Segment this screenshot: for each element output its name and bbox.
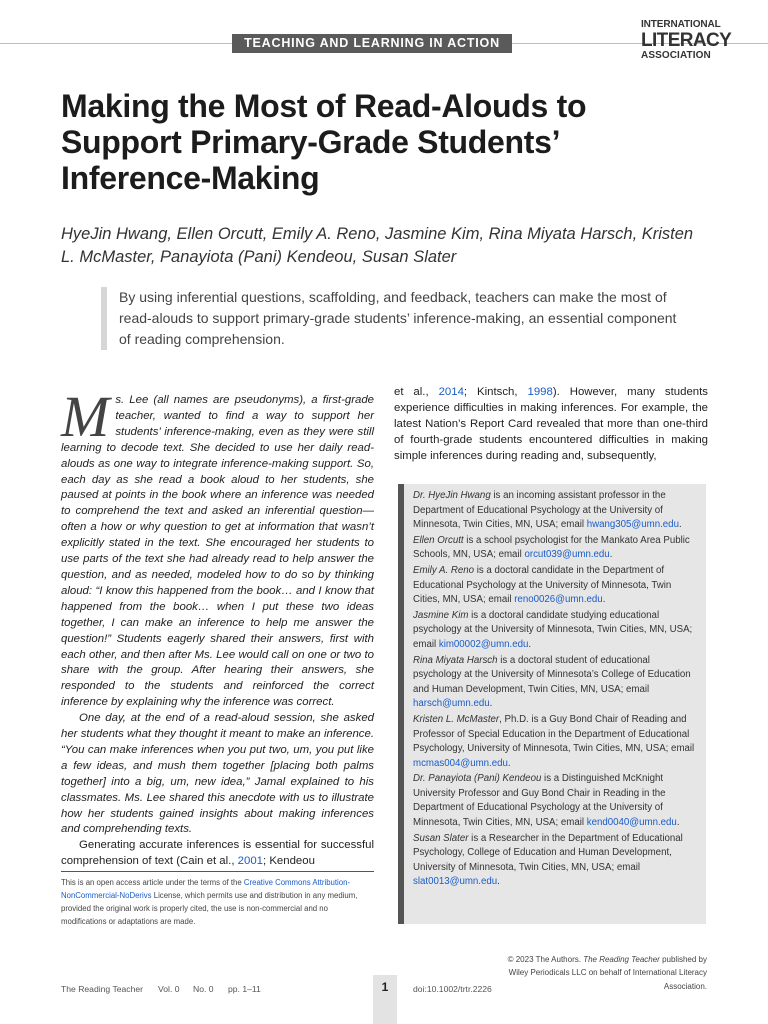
footer-doi: doi:10.1002/trtr.2226 xyxy=(413,984,492,994)
bio-text: is a school psychologist for the Mankato Area Public Schools, MN, USA; email xyxy=(413,534,690,561)
citation-link[interactable]: 1998 xyxy=(527,386,553,398)
opening-paragraph xyxy=(61,384,374,711)
email-link[interactable]: reno0026@umn.edu xyxy=(514,594,603,606)
author-bio xyxy=(413,713,700,771)
abstract-pullquote: By using inferential questions, scaffolding, and feedback, teachers can make the most of read-alouds to support primary-grade students’ inference-making, an essential component of reading comprehension. xyxy=(101,287,679,350)
copyright-notice xyxy=(488,953,707,993)
copyright-text: © 2023 The Authors. xyxy=(507,955,584,964)
page-number: 1 xyxy=(373,975,397,1024)
bio-end: . xyxy=(602,594,606,606)
body-column-right xyxy=(394,385,708,465)
footer-journal: The Reading Teacher xyxy=(61,984,144,994)
license-footnote xyxy=(61,876,374,928)
email-link[interactable]: slat0013@umn.edu xyxy=(413,876,498,888)
email-link[interactable]: hwang305@umn.edu xyxy=(586,519,679,531)
body-text: ). However, many students experience difficulties in making inferences. For example, the latest Nation’s Report Card revealed that more than one-third of fourth-grade students encountered difficulties in making simple inferences during reading and, subsequently, xyxy=(394,386,708,462)
footer-pages: pp. 1–11 xyxy=(228,984,261,994)
email-link[interactable]: kim00002@umn.edu xyxy=(438,638,529,650)
journal-name: The Reading Teacher xyxy=(583,955,660,964)
email-link[interactable]: kend0040@umn.edu xyxy=(586,817,677,829)
bio-end: . xyxy=(609,549,613,561)
ila-logo xyxy=(641,19,732,61)
bio-text: is a doctoral candidate in the Department of Educational Psychology at the University of Minnesota, Twin Cities, MN, USA; email xyxy=(413,564,672,606)
body-paragraph-continued xyxy=(394,385,708,465)
author-bio xyxy=(413,564,700,608)
bio-text: is a doctoral candidate studying educational psychology at the University of Minnesota, Twin Cities, MN, USA; email xyxy=(413,609,693,650)
bio-text: , Ph.D. is a Guy Bond Chair of Reading and Professor of Special Education in the Department of Educational Psychology, University of Minnesota, Twin Cities, MN, USA; email xyxy=(413,713,695,755)
bio-end: . xyxy=(497,876,500,888)
bio-name: Emily A. Reno xyxy=(413,564,475,576)
email-link[interactable]: mcmas004@umn.edu xyxy=(413,757,508,769)
bio-name: Dr. Panayiota (Pani) Kendeou xyxy=(413,773,542,785)
bio-end: . xyxy=(507,757,511,769)
body-text: et al., xyxy=(394,386,439,398)
body-text: ; Kintsch, xyxy=(463,386,528,398)
bio-end: . xyxy=(678,519,682,531)
body-text: Generating accurate inferences is essential for successful comprehension of text (Cain et al., xyxy=(61,839,374,868)
license-link[interactable]: Creative Commons Attribution-NonCommercial-NoDerivs xyxy=(61,878,351,900)
author-bio xyxy=(413,832,700,890)
bio-text: is a Researcher in the Department of Educational Psychology, College of Education and Human Development, University of Minnesota, Twin Cities, MN, USA; email xyxy=(413,832,683,873)
body-paragraph xyxy=(61,838,374,870)
bio-name: Jasmine Kim xyxy=(413,609,469,621)
article-title: Making the Most of Read-Alouds to Support Primary-Grade Students’ Inference-Making xyxy=(61,88,587,196)
bio-text: is a Distinguished McKnight University Professor and Guy Bond Chair in Reading in the Department of Educational Psychology at the University of Minnesota, Twin Cities, MN, USA; email xyxy=(413,773,666,829)
author-bio xyxy=(413,489,700,533)
author-bio xyxy=(413,654,700,712)
author-list: HyeJin Hwang, Ellen Orcutt, Emily A. Reno, Jasmine Kim, Rina Miyata Harsch, Kristen L. McMaster, Panayiota (Pani) Kendeou, Susan Slater xyxy=(61,225,694,266)
citation-link[interactable]: 2001 xyxy=(237,855,263,868)
copyright-text: published by Wiley Periodicals LLC on behalf of International Literacy Association. xyxy=(508,955,707,991)
email-link[interactable]: orcut039@umn.edu xyxy=(524,549,610,561)
bio-name: Susan Slater xyxy=(413,832,469,844)
footnote-text: License, which permits use and distribution in any medium, provided the original work is properly cited, the use is non-commercial and no modifications or adaptations are made. xyxy=(61,891,358,926)
author-bio xyxy=(413,534,700,563)
footer-volume: Vol. 0 xyxy=(158,984,180,994)
bio-name: Kristen L. McMaster xyxy=(413,713,500,725)
anecdote-paragraph: One day, at the end of a read-aloud session, she asked her students what they thought it meant to make an inference. “You can make inferences when you put two, um, you put like a few ideas, and mush them together [placing both palms together] into a big, um, new idea,” Jamal explained to his classmates. Ms. Lee shared this anecdote with us to illustrate how her students gained insights about making inferences and comprehending texts. xyxy=(61,712,374,836)
bio-text: is a doctoral student of educational psychology at the University of Minnesota’s College of Education and Human Development, Twin Cities, MN, USA; email xyxy=(413,654,691,695)
email-link[interactable]: harsch@umn.edu xyxy=(413,698,490,710)
footer-issue: No. 0 xyxy=(193,984,214,994)
drop-cap: M xyxy=(61,384,110,449)
author-bio xyxy=(413,772,700,830)
section-banner: TEACHING AND LEARNING IN ACTION xyxy=(232,34,512,53)
bio-end: . xyxy=(676,817,680,829)
body-column-left xyxy=(61,384,374,870)
logo-line-3: ASSOCIATION xyxy=(641,50,711,61)
author-bio xyxy=(413,609,700,653)
logo-line-2: LITERACY xyxy=(641,30,732,51)
bio-name: Dr. HyeJin Hwang xyxy=(413,490,491,501)
author-bio-box xyxy=(398,484,706,924)
bio-end: . xyxy=(528,638,532,650)
bio-name: Rina Miyata Harsch xyxy=(413,654,498,666)
footnote-rule xyxy=(61,871,374,872)
bio-end: . xyxy=(489,698,493,710)
footnote-text: This is an open access article under the terms of the xyxy=(61,878,244,887)
citation-link[interactable]: 2014 xyxy=(438,386,464,398)
logo-line-1: INTERNATIONAL xyxy=(641,19,721,30)
bio-text: is an incoming assistant professor in the Department of Educational Psychology at the University of Minnesota, Twin Cities, MN, USA; email xyxy=(413,490,666,531)
opening-paragraph-text: s. Lee (all names are pseudonyms), a first-grade teacher, wanted to find a way to support her students’ inference-making, even as they were still learning to decode text. She decided to use her daily read-alouds as one way to integrate inference-making support. So, each day as she read a book aloud to her students, she paused at points in the book where an inference was needed to comprehend the text and asked an inferential question—often a how or why question to get at information that wasn’t explicitly stated in the text. She encouraged her students to use parts of the text she had already read to help answer the question, and as needed, modeled how to do so by thinking aloud: “I know this happened from the book… and I know that happened from the book… when I put these two ideas together, I can make an inference to help me answer the question!” Students eagerly shared their answers, first with each other, and then after Ms. Lee would call on one or two to share with the group. After hearing their answers, she responded to the students and reinforced the correct inference by explaining why the inference was correct. xyxy=(61,394,374,709)
body-text: ; Kendeou xyxy=(263,855,315,868)
bio-name: Ellen Orcutt xyxy=(413,534,464,546)
